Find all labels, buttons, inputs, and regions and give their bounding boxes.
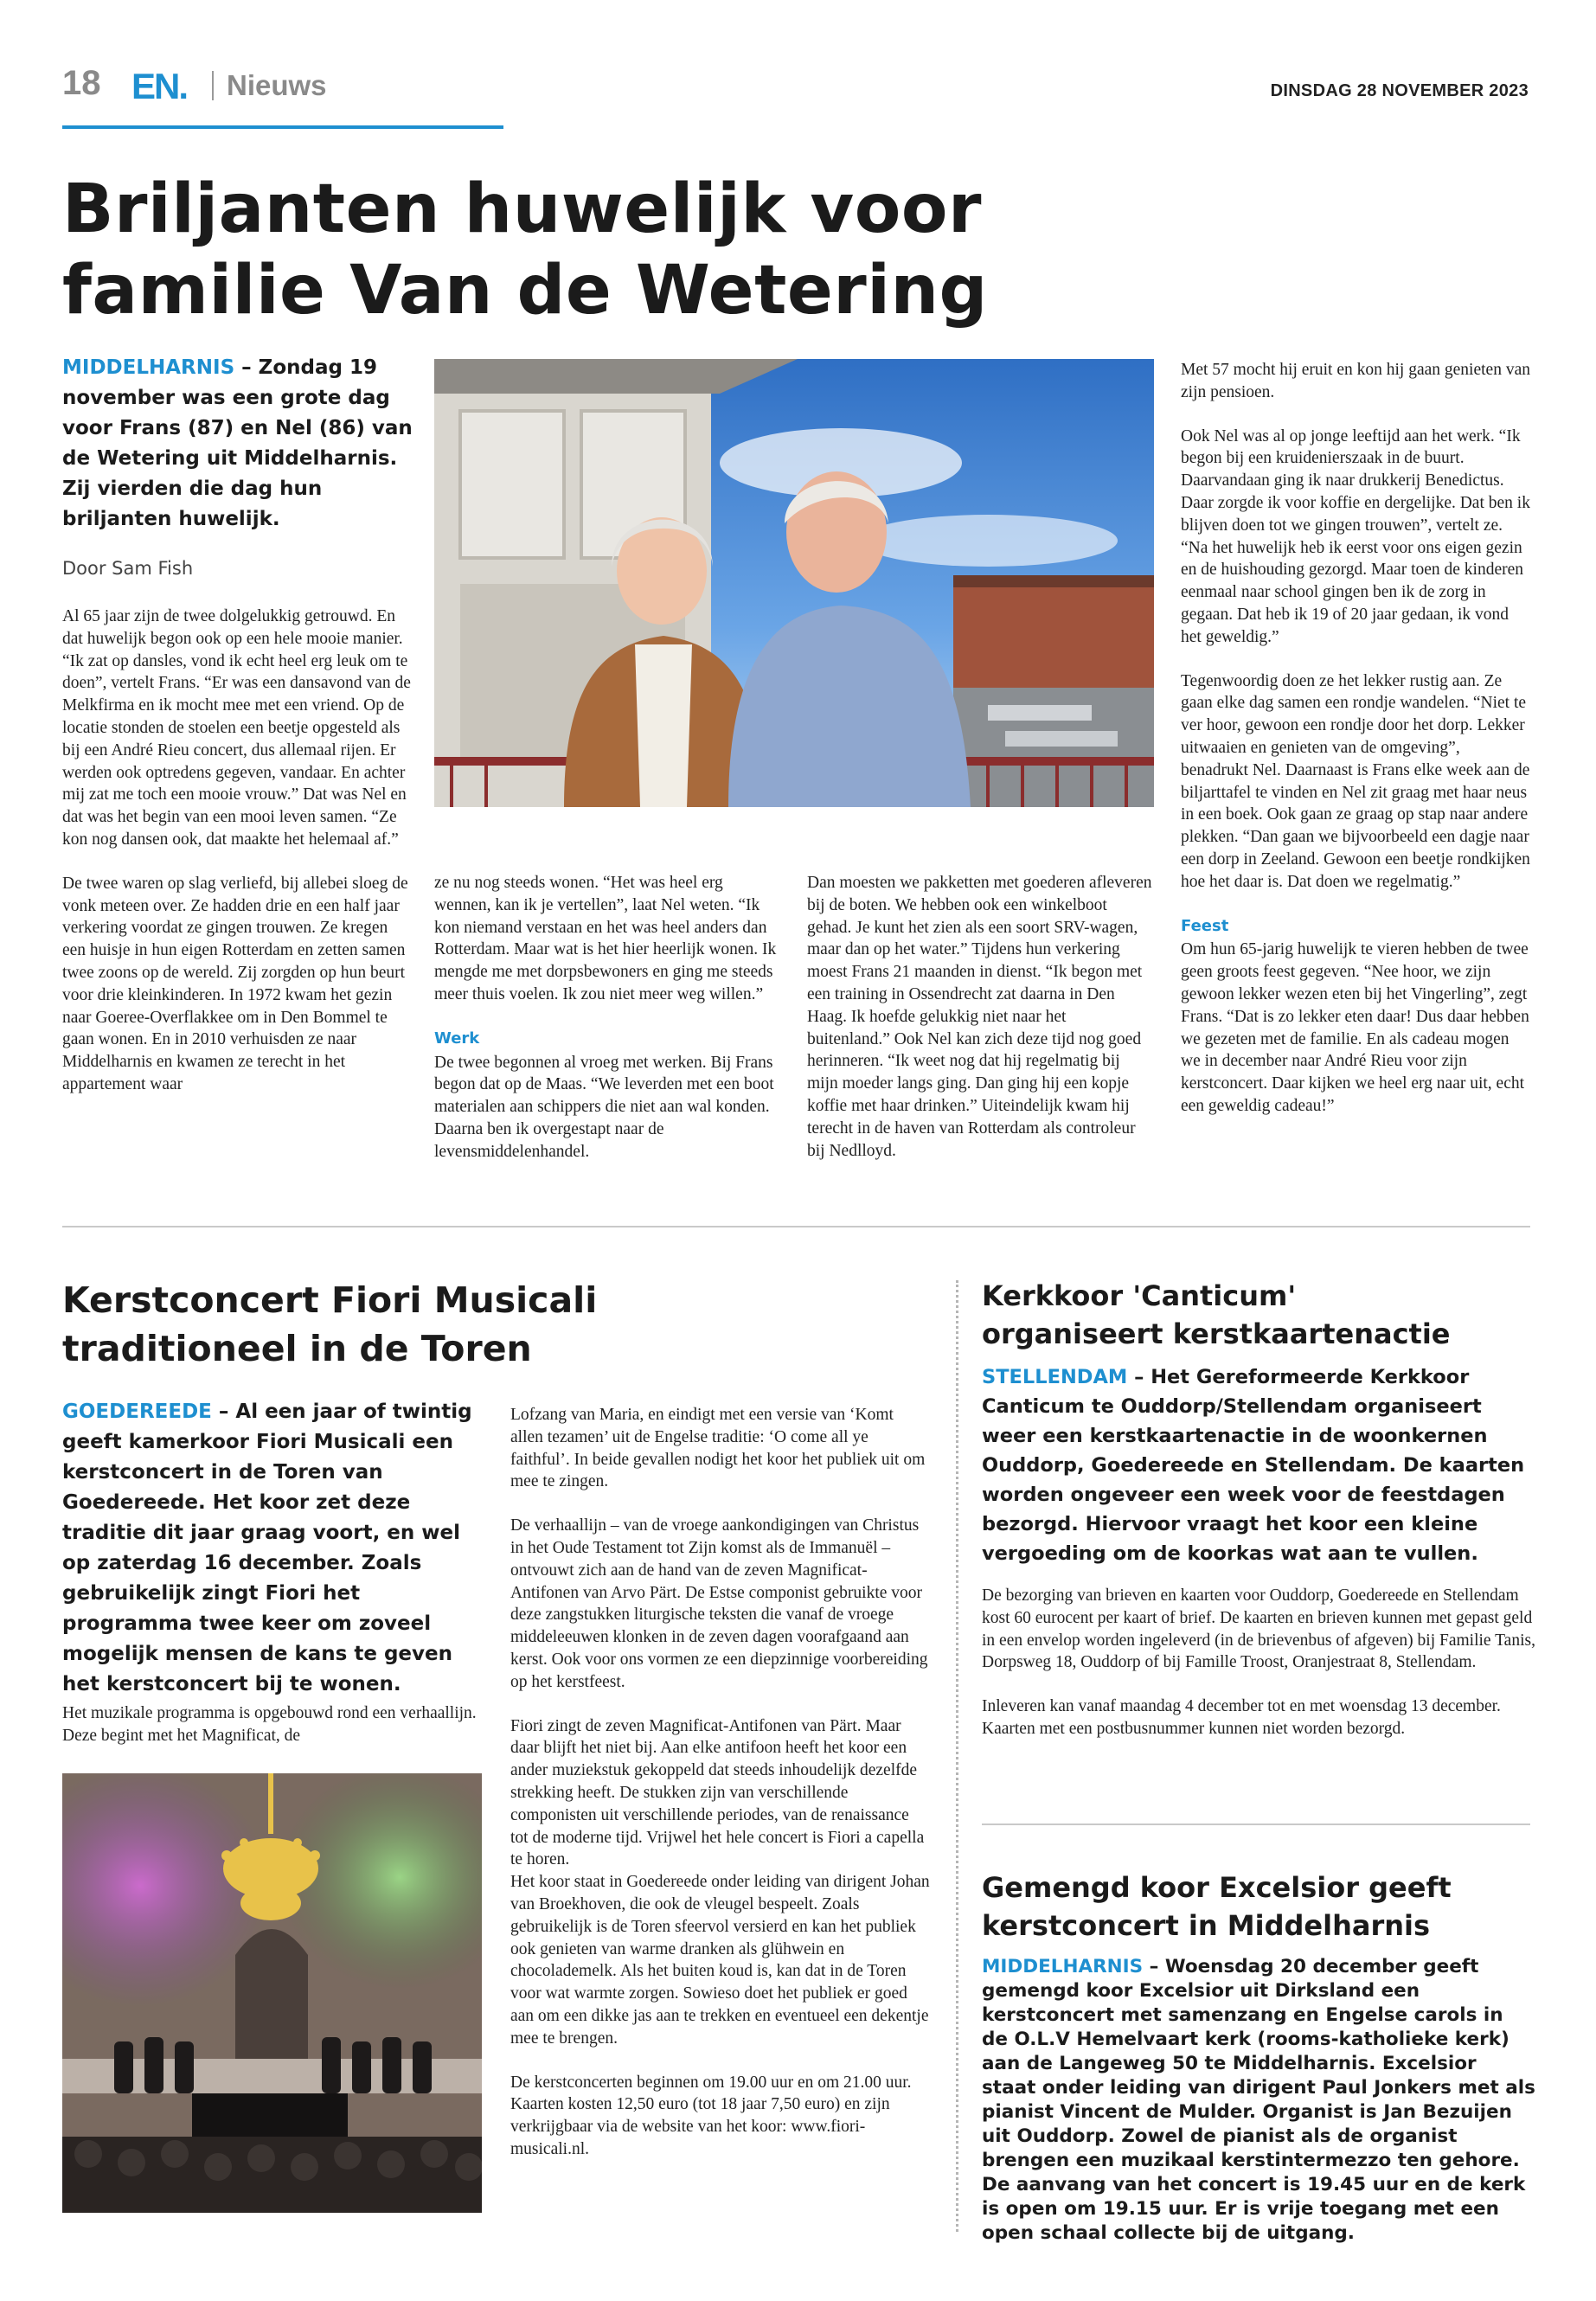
article-3-body bbox=[982, 1585, 1535, 1740]
article-divider bbox=[982, 1823, 1530, 1825]
article-1-byline: Door Sam Fish bbox=[62, 558, 194, 579]
newspaper-logo[interactable]: EN. bbox=[131, 66, 188, 106]
article-1-column-1 bbox=[62, 606, 413, 1096]
article-2-lead: GOEDEREEDE – Al een jaar of twintig geeft kamerkoor Fiori Musicali een kerstconcert in de Toren van Goedereede. Het koor zet deze traditie dit jaar graag voort, en wel op zaterdag 16 december. Zoals gebruikelijk zingt Fiori het programma twee keer om zoveel mogelijk mensen de kans te geven het kerstconcert bij te wonen. bbox=[62, 1400, 472, 1695]
article-3-lead: STELLENDAM – Het Gereformeerde Kerkkoor Canticum te Ouddorp/Stellendam organiseert weer een kerstkaartenactie in de woonkernen Ouddorp, Goedereede en Stellendam. De kaarten worden ongeveer een week voor de feestdagen bezorgd. Hiervoor vraagt het koor een kleine vergoeding om de koorkas wat aan te vullen. bbox=[982, 1366, 1525, 1565]
page-number: 18 bbox=[62, 64, 101, 102]
paragraph: Om hun 65-jarig huwelijk te vieren hebben de twee geen groots feest gegeven. “Nee hoor, we zijn gewoon lekker wezen eten bij het Vingerling”, zegt Frans. “Dat is zo lekker eten daar! Dus daar hebben we gezeten met de familie. En als cadeau mogen we in december naar André Rieu voor zijn kerstconcert. Daar kijken we heel erg naar uit, echt een geweldig cadeau!” bbox=[1181, 940, 1529, 1115]
issue-date: DINSDAG 28 NOVEMBER 2023 bbox=[1270, 81, 1529, 100]
article-1-lead: MIDDELHARNIS – Zondag 19 november was een grote dag voor Frans (87) en Nel (86) van de Wetering uit Middelharnis. Zij vierden die dag hun briljanten huwelijk. bbox=[62, 356, 413, 530]
article-1-title: Briljanten huwelijk voor familie Van de Wetering bbox=[62, 170, 988, 330]
article-4-title: Gemengd koor Excelsior geeft kerstconcert in Middelharnis bbox=[982, 1871, 1452, 1942]
section-label[interactable]: Nieuws bbox=[227, 69, 327, 101]
paragraph: De verhaallijn – van de vroege aankondigingen van Christus in het Oude Testament tot Zijn komst als de Immanuël – ontvouwt zich aan de hand van de zeven Magnificat-Antifonen van Arvo Pärt. De Estse componist gebruikte voor deze zangstukken liturgische teksten die vanaf de vroege middeleeuwen klonken in de zeven dagen voorafgaand aan kerst. Ook voor ons vormen ze een diepzinnige voorbereiding op het kerstfeest. bbox=[510, 1516, 928, 1691]
masthead-divider bbox=[212, 71, 214, 100]
article-4-location: MIDDELHARNIS bbox=[982, 1956, 1144, 1977]
paragraph: De bezorging van brieven en kaarten voor Ouddorp, Goedereede en Stellendam kost 60 eurocent per kaart of brief. De kaarten en brieven kunnen met gepast geld in een envelop worden ingeleverd (in de brievenbus of afgeven) bij Familie Tanis, Dorpsweg 18, Ouddorp of bij Famille Troost, Oranjestraat 8, Stellendam. bbox=[982, 1586, 1535, 1672]
article-2-location: GOEDEREEDE bbox=[62, 1400, 212, 1423]
paragraph: Ook Nel was al op jonge leeftijd aan het werk. “Ik begon bij een kruidenierszaak in de buurt. Daarvandaan ging ik naar drukkerij Benedictus. Daar zorgde ik voor koffie en dergelijke. Dat ben ik blijven doen tot we gingen trouwen”, vertelt ze. “Na het huwelijk heb ik eerst voor ons eigen gezin en de huishouding gezorgd. Maar toen de kinderen eenmaal naar school gingen ben ik de zorg in gegaan. Dat heb ik 19 of 20 jaar gedaan, ik vond het geweldig.” bbox=[1181, 426, 1530, 646]
article-3-title: Kerkkoor 'Canticum' organiseert kerstkaartenactie bbox=[982, 1279, 1451, 1350]
paragraph: De twee begonnen al vroeg met werken. Bij Frans begon dat op de Maas. “We leverden met een boot materialen aan schippers die niet aan wal konden. Daarna ben ik overgestapt naar de levensmiddelenhandel. bbox=[434, 1053, 774, 1161]
article-1-location: MIDDELHARNIS bbox=[62, 356, 235, 379]
article-3-location: STELLENDAM bbox=[982, 1366, 1128, 1388]
paragraph: Dan moesten we pakketten met goederen afleveren bij de boten. We hebben ook een winkelboot gehad. Je kunt het zien als een soort SRV-wagen, maar dan op het water.” Tijdens hun verkering moest Frans 21 maanden in dienst. “Ik begon met een training in Ossendrecht zat daarna in Den Haag. Ik hoefde gelukkig niet naar het buitenland.” Ook Nel kan zich deze tijd nog goed herinneren. “Ik weet nog dat hij regelmatig bij mijn moeder langs ging. Dan ging hij een kopje koffie met haar drinken.” Uiteindelijk kwam hij terecht in de haven van Rotterdam als controleur bij Nedlloyd. bbox=[807, 874, 1152, 1160]
article-2-title: Kerstconcert Fiori Musicali traditioneel in de Toren bbox=[62, 1279, 598, 1369]
paragraph: Lofzang van Maria, en eindigt met een versie van ‘Komt allen tezamen’ uit de Engelse traditie: ‘O come all ye faithful’. In beide gevallen nodigt het koor het publiek uit om mee te zingen. bbox=[510, 1406, 926, 1491]
masthead-rule bbox=[62, 125, 503, 129]
paragraph: Het muzikale programma is opgebouwd rond een verhaallijn. Deze begint met het Magnificat, de bbox=[62, 1704, 477, 1745]
subheading-feest: Feest bbox=[1181, 916, 1229, 935]
couple-photo bbox=[434, 359, 1154, 807]
section-divider bbox=[62, 1226, 1530, 1227]
article-2-column-2 bbox=[510, 1404, 930, 2161]
paragraph: Tegenwoordig doen ze het lekker rustig aan. Ze gaan elke dag samen een rondje wandelen. “Niet te ver hoor, gewoon een rondje door het dorp. Lekker uitwaaien en genieten van de omgeving”, benadrukt Nel. Daarnaast is Frans elke week aan de biljarttafel te vinden en Nel zit graag met haar neus in een boek. Ook gaan ze graag op stap naar andere plekken. “Dan gaan we bijvoorbeeld een dagje naar een dorp in Zeeland. Gewoon een beetje rondkijken hoe het daar is. Dat doen we regelmatig.” bbox=[1181, 671, 1530, 891]
paragraph: De twee waren op slag verliefd, bij allebei sloeg de vonk meteen over. Ze hadden drie en een half jaar verkering voordat ze gingen trouwen. Ze kregen een huisje in hun eigen Rotterdam en zetten samen twee zoons op de wereld. Zij zorgden op hun beurt voor drie kleinkinderen. In 1972 kwam het gezin naar Goeree-Overflakkee om in Den Bommel te gaan wonen. En in 2010 verhuisden ze naar Middelharnis en kwamen ze terecht in het appartement waar bbox=[62, 874, 408, 1093]
paragraph: Met 57 mocht hij eruit en kon hij gaan genieten van zijn pensioen. bbox=[1181, 361, 1530, 401]
paragraph: Al 65 jaar zijn de twee dolgelukkig getrouwd. En dat huwelijk begon ook op een hele mooie manier. “Ik zat op dansles, vond ik echt heel erg leuk om te doen”, vertelt Frans. “Er was een dansavond van de Melkfirma en ik mocht mee met een vriend. Op de locatie stonden de stoelen een beetje opgesteld als bij een André Rieu concert, dus allemaal rijen. Er werden ook optredens gegeven, vandaar. En achter mij zat me toch een mooie vrouw.” Dat was Nel en dat was het begin van een mooi leven samen. “Ze kon nog dansen ook, dat maakte het helemaal af.” bbox=[62, 607, 411, 849]
article-2-column-1 bbox=[62, 1702, 482, 1747]
paragraph: De kerstconcerten beginnen om 19.00 uur en om 21.00 uur. Kaarten kosten 12,50 euro (tot 18 jaar 7,50 euro) en zijn verkrijgbaar via de website van het koor: www.fiori-musicali.nl. bbox=[510, 2073, 912, 2158]
article-1-column-3 bbox=[807, 872, 1153, 1162]
article-1-column-4 bbox=[1181, 359, 1531, 1118]
column-divider bbox=[956, 1280, 958, 2232]
subheading-werk: Werk bbox=[434, 1029, 480, 1048]
paragraph: ze nu nog steeds wonen. “Het was heel erg wennen, kan ik je vertellen”, laat Nel weten. “Ik kon niemand verstaan en het was heel anders dan Rotterdam. Maar wat is het hier heerlijk wonen. Ik mengde me met dorpsbewoners en ging me steeds meer thuis voelen. Ik zou niet meer weg willen.” bbox=[434, 874, 777, 1003]
paragraph: Fiori zingt de zeven Magnificat-Antifonen van Pärt. Maar daar blijft het niet bij. Aan elke antifoon heeft het koor een ander muziekstuk gekoppeld dat steeds inhoudelijk dezelfde strekking heeft. De stukken zijn van verschillende componisten uit verschillende periodes, van de renaissance tot de moderne tijd. Vrijwel het hele concert is Fiori a capella te horen. bbox=[510, 1716, 925, 1869]
paragraph: Inleveren kan vanaf maandag 4 december tot en met woensdag 13 december. Kaarten met een postbusnummer kunnen niet worden bezorgd. bbox=[982, 1697, 1501, 1738]
article-4-lead: MIDDELHARNIS – Woensdag 20 december geeft gemengd koor Excelsior uit Dirksland een kerstconcert met samenzang en Engelse carols in de O.L.V Hemelvaart kerk (rooms-katholieke kerk) aan de Langeweg 50 te Middelharnis. Excelsior staat onder leiding van dirigent Paul Jonkers met als pianist Vincent de Mulder. Organist is Jan Bezuijen uit Ouddorp. Zowel de pianist als de organist brengen een muzikaal kerstintermezzo ten gehore. De aanvang van het concert is 19.45 uur en de kerk is open om 19.15 uur. Er is vrije toegang met een open schaal collecte bij de uitgang. bbox=[982, 1956, 1535, 2244]
article-1-column-2 bbox=[434, 872, 780, 1163]
paragraph: Het koor staat in Goedereede onder leiding van dirigent Johan van Broekhoven, die ook de vleugel bespeelt. Zoals gebruikelijk is de Toren sfeervol versierd en kan het publiek ook genieten van warme dranken als glühwein en chocolademelk. Als het buiten koud is, kan dat in de Toren voor wat warmte zorgen. Sowieso doet het publiek er goed aan om een dikke jas aan te trekken en eventueel een dekentje mee te brengen. bbox=[510, 1873, 930, 2048]
concert-photo bbox=[62, 1773, 482, 2213]
